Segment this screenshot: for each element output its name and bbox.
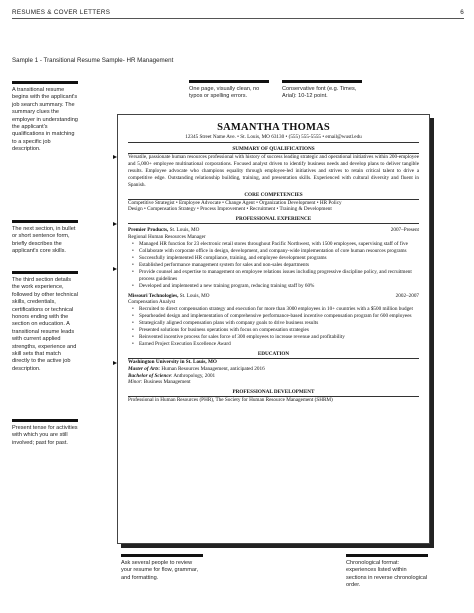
job-location: St. Louis, MO — [168, 227, 200, 234]
core-line: Design • Compensation Strategy • Process Improvement • Recruitment • Training & Development — [128, 206, 332, 213]
job-employer-line — [128, 293, 209, 300]
note-font: Conservative font (e.g. Times, Arial): 10-12 point. — [282, 80, 362, 101]
job-bullet: • Collaborate with corporate office in design, development, and company-wide implementation of core human resources programs — [128, 248, 419, 255]
development-text: Professional in Human Resources (PHR), The Society for Human Resource Management (SHRM) — [128, 397, 333, 404]
degree-label: Master of Arts — [128, 365, 159, 372]
summary-text: Versatile, passionate human resources professional with history of success leading strategic and operational initiatives within 200-employee and 5,000+ employee multinational corporations. Focused analyst driven to identify business needs and develop plans to deliver tangible results. Employee advocate who champions equality through employee-led initiatives and strives to retain critical talent to drive a competitive edge. Outstanding relationship building, training, and presentation skills. Experienced with cultural diversity and fluent in Spanish. — [128, 154, 419, 188]
resume-sample — [117, 114, 430, 544]
note-review: Ask several people to review your resume for flow, grammar, and formatting. — [121, 554, 203, 582]
job-dates: 2002–2007 — [395, 292, 419, 299]
degree-detail: : Human Resources Management, anticipated 2016 — [158, 365, 265, 372]
note-summary: A transitional resume begins with the applicant's job search summary. The summary clues the employer in understanding the applicant's qualifications in matching to a specific job description. — [12, 81, 78, 154]
education-heading: EDUCATION — [128, 351, 419, 359]
job-header — [128, 227, 419, 234]
job-bullet: • Presented solutions for business operations with focus on compensation strategies — [128, 327, 419, 334]
job-bullet: • Earned Project Execution Excellence Award — [128, 341, 419, 348]
job-bullet: • Reinvented incentive process for sales force of 300 employees to increase revenue and profitability — [128, 334, 419, 341]
core-line: Competitive Strategist • Employee Advocate • Change Agent • Organization Development • HR Policy — [128, 199, 342, 206]
education-degree — [128, 366, 419, 373]
job-bullet: • Established performance management system for sales and non-sales departments — [128, 262, 419, 269]
job-bullet: • Strategically aligned compensation plans with company goals to drive business results — [128, 320, 419, 327]
development-heading: PROFESSIONAL DEVELOPMENT — [128, 389, 419, 397]
header-title: RESUMES & COVER LETTERS — [12, 9, 111, 16]
school-name: Washington University in St. Louis, MO — [128, 358, 217, 365]
resume-contact: 12345 Street Name Ave. • St. Louis, MO 63130 • (555) 555-5555 • email@wustl.edu — [128, 134, 419, 143]
note-tense: Present tense for activities with which you are still involved; past for past. — [12, 419, 78, 447]
job-bullet: • Developed and implemented a new training program, reducing training staff by 60% — [128, 283, 419, 290]
degree-detail: : Anthropology, 2001 — [170, 372, 216, 379]
sample-title: Sample 1 - Transitional Resume Sample- HR Management — [12, 57, 174, 64]
note-core-skills: The next section, in bullet or short sentence form, briefly describes the applicant's core skills. — [12, 220, 78, 256]
job-employer: Missouri Technologies, — [128, 292, 179, 299]
page-header — [12, 6, 464, 19]
job-header — [128, 293, 419, 300]
resume-name: SAMANTHA THOMAS — [217, 122, 330, 133]
job-location: St. Louis, MO — [178, 292, 210, 299]
minor-label: Minor — [128, 379, 141, 386]
job-title: Compensation Analyst — [128, 299, 176, 306]
job-bullets — [128, 306, 419, 347]
minor-detail: : Business Management — [140, 379, 191, 386]
note-one-page: One page, visually clean, no typos or spelling errors. — [189, 80, 269, 101]
note-experience: The third section details the work experience, followed by other technical skills, credentials, certifications or technical honors ending with the section on education. A transitional resume leads with current applied strengths, experience and skill sets that match directly to the active job description. — [12, 271, 78, 373]
job-employer: Premier Products, — [128, 227, 169, 234]
note-chronological: Chronological format: experiences listed within sections in reverse chronological order. — [346, 554, 428, 590]
job-bullet: • Spearheaded design and implementation of comprehensive performance-based incentive compensation program for 600 employees — [128, 313, 419, 320]
degree-label: Bachelor of Science — [128, 372, 171, 379]
education-minor — [128, 379, 419, 386]
job-dates: 2007–Present — [390, 227, 419, 234]
education-degree — [128, 373, 419, 380]
job-title: Regional Human Resources Manager — [128, 234, 206, 241]
job-bullet: • Recruited to direct compensation strategy and execution for more than 3000 employees in 10+ countries with a $500 million budget — [128, 306, 419, 313]
experience-heading: PROFESSIONAL EXPERIENCE — [128, 216, 419, 224]
job-bullet: • Provide counsel and expertise to management on employee relations issues including progressive discipline policy, and recruitment process guidelines — [128, 269, 419, 283]
core-heading: CORE COMPETENCIES — [128, 192, 419, 200]
education-school — [128, 359, 419, 366]
job-bullet: • Successfully implemented HR compliance, training, and employee development programs — [128, 255, 419, 262]
job-bullets — [128, 241, 419, 289]
job-employer-line — [128, 227, 199, 234]
job-bullet: • Managed HR function for 23 electronic retail stores throughout Pacific Northwest, with 1500 employees, supervising staff of five — [128, 241, 419, 248]
page-number: 6 — [460, 9, 464, 16]
summary-heading: SUMMARY OF QUALIFICATIONS — [128, 146, 419, 154]
